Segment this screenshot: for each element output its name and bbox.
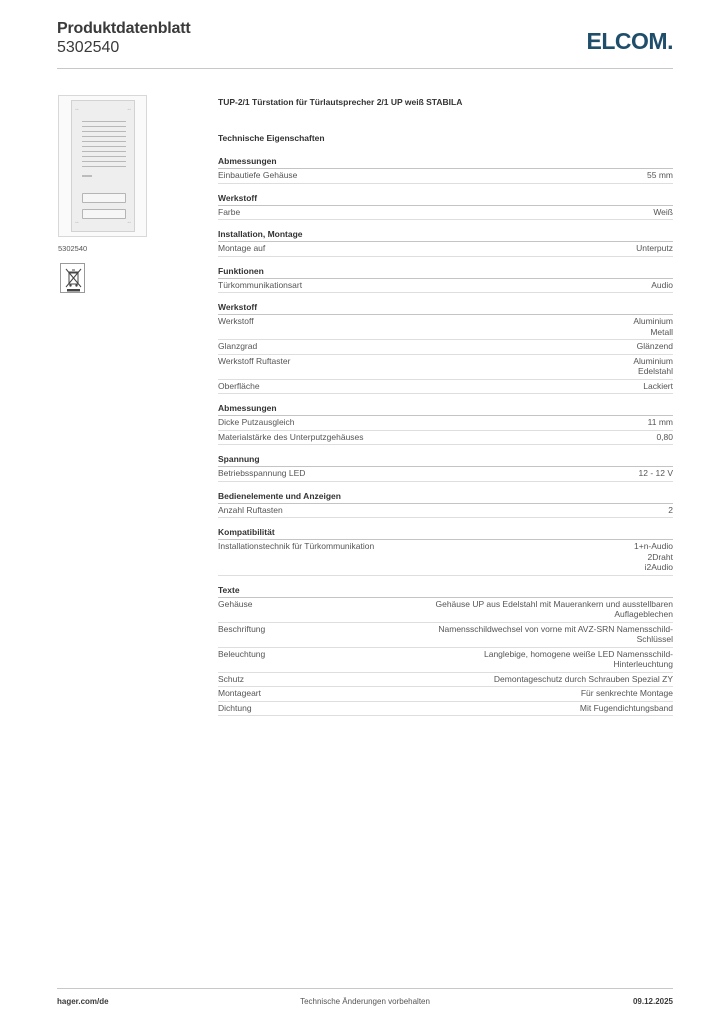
property-label: Dicke Putzausgleich: [218, 417, 295, 427]
property-value-line: Mit Fugendichtungsband: [579, 702, 673, 713]
property-value-line: Glänzend: [636, 341, 673, 351]
property-label: Anzahl Ruftasten: [218, 504, 283, 515]
property-value-line: 12 - 12 V: [638, 468, 673, 478]
property-group: [218, 302, 673, 394]
property-value-line: 1+n-Audio: [634, 541, 673, 551]
property-group: [218, 193, 673, 221]
property-value-line: Aluminium: [633, 316, 673, 326]
panel-brand-mark: [82, 175, 92, 177]
property-value-line: Unterputz: [636, 243, 673, 253]
property-value-line: Namensschildwechsel von vorne mit AVZ-SRN Namensschild-: [438, 623, 673, 634]
property-group: [218, 266, 673, 294]
property-label: Glanzgrad: [218, 341, 258, 351]
property-row: [218, 206, 673, 221]
property-row: [218, 380, 673, 395]
property-value: [656, 432, 673, 443]
speaker-grille-line: [82, 126, 126, 127]
property-group: [218, 454, 673, 482]
property-row: [218, 279, 673, 294]
property-row: [218, 467, 673, 482]
property-label: Installationstechnik für Türkommunikation: [218, 541, 375, 551]
property-row: [218, 623, 673, 648]
property-row: [218, 242, 673, 257]
speaker-grille-line: [82, 151, 126, 152]
speaker-grille-line: [82, 156, 126, 157]
crossed-out-bin-icon: [60, 263, 85, 293]
property-value: [438, 624, 673, 645]
property-value-line: Audio: [651, 279, 673, 290]
property-value-line: Edelstahl: [638, 366, 673, 376]
property-label: Beschriftung: [218, 623, 266, 634]
speaker-grille-line: [82, 146, 126, 147]
property-label: Schutz: [218, 673, 244, 684]
property-value: [633, 356, 673, 377]
group-title: Texte: [218, 585, 673, 598]
group-title: Abmessungen: [218, 156, 673, 169]
screw-icon: ◦◦: [127, 220, 131, 226]
property-row: [218, 355, 673, 380]
property-label: Oberfläche: [218, 380, 260, 391]
screw-icon: ◦◦: [75, 220, 79, 226]
screw-icon: ◦◦: [127, 107, 131, 113]
property-value: [494, 674, 673, 685]
property-row: [218, 431, 673, 446]
property-value-line: Demontageschutz durch Schrauben Spezial ZY: [493, 673, 673, 684]
property-value-line: Auflageblechen: [614, 609, 673, 619]
speaker-grille-line: [82, 166, 126, 167]
footer-website: hager.com/de: [57, 997, 109, 1006]
group-title: Abmessungen: [218, 403, 673, 416]
call-button-icon: [82, 209, 126, 219]
property-value-line: i2Audio: [644, 562, 673, 572]
property-group: [218, 156, 673, 184]
property-value-line: Aluminium: [633, 355, 673, 366]
property-value-line: Metall: [650, 326, 673, 337]
property-value: [634, 541, 673, 573]
speaker-grille-line: [82, 131, 126, 132]
property-value-line: 11 mm: [647, 417, 673, 427]
property-row: [218, 504, 673, 519]
product-image: [58, 95, 147, 237]
speaker-grille-line: [82, 136, 126, 137]
brand-logo: ELCOM.: [586, 28, 673, 54]
property-value-line: Weiß: [653, 206, 673, 217]
property-label: Montageart: [218, 688, 261, 698]
property-value: [633, 316, 673, 337]
property-value-line: Hinterleuchtung: [613, 659, 673, 669]
group-title: Funktionen: [218, 266, 673, 279]
property-group: [218, 403, 673, 445]
property-row: [218, 673, 673, 688]
property-value-line: 0,80: [656, 431, 673, 442]
footer-divider: [57, 988, 673, 989]
property-row: [218, 416, 673, 431]
property-row: [218, 702, 673, 717]
property-label: Beleuchtung: [218, 648, 266, 659]
group-title: Bedienelemente und Anzeigen: [218, 491, 673, 504]
property-value-line: Langlebige, homogene weiße LED Namensschild-: [484, 648, 673, 659]
property-row: [218, 648, 673, 673]
page-header: [57, 20, 673, 70]
property-label: Werkstoff Ruftaster: [218, 355, 291, 366]
speaker-grille-line: [82, 161, 126, 162]
property-value: [651, 280, 673, 291]
property-value-line: 2Draht: [647, 551, 673, 562]
property-row: [218, 687, 673, 702]
property-value: [648, 417, 673, 428]
article-number: 5302540: [57, 39, 120, 56]
property-row: [218, 315, 673, 340]
property-label: Dichtung: [218, 702, 252, 713]
property-label: Einbautiefe Gehäuse: [218, 170, 298, 180]
property-value: [647, 170, 673, 181]
property-value: [637, 341, 673, 352]
group-title: Installation, Montage: [218, 229, 673, 242]
property-value: [484, 649, 673, 670]
property-value: [580, 703, 673, 714]
product-title: TUP-2/1 Türstation für Türlautsprecher 2/1 UP weiß STABILA: [218, 97, 463, 107]
group-title: Kompatibilität: [218, 527, 673, 540]
property-label: Montage auf: [218, 243, 266, 253]
door-station-panel: [71, 100, 135, 232]
property-label: Farbe: [218, 206, 241, 217]
document-title: Produktdatenblatt: [57, 20, 191, 37]
property-group: [218, 229, 673, 257]
property-row: [218, 169, 673, 184]
property-value-line: 2: [668, 504, 673, 515]
group-title: Werkstoff: [218, 302, 673, 315]
property-label: Betriebsspannung LED: [218, 468, 306, 478]
property-value-line: 55 mm: [647, 170, 673, 180]
property-groups: [218, 156, 673, 716]
property-row: [218, 598, 673, 623]
group-title: Werkstoff: [218, 193, 673, 206]
property-label: Materialstärke des Unterputzgehäuses: [218, 431, 364, 442]
property-group: [218, 585, 673, 717]
property-value-line: Gehäuse UP aus Edelstahl mit Mauerankern und ausstellbaren: [435, 598, 673, 609]
section-label: Technische Eigenschaften: [218, 133, 325, 143]
property-value: [643, 381, 673, 392]
property-value-line: Für senkrechte Montage: [580, 688, 673, 698]
footer-date: 09.12.2025: [632, 997, 673, 1006]
property-value-line: Schlüssel: [636, 634, 673, 644]
footer-disclaimer: Technische Änderungen vorbehalten: [300, 997, 430, 1006]
property-group: [218, 491, 673, 519]
screw-icon: ◦◦: [75, 107, 79, 113]
property-label: Türkommunikationsart: [218, 279, 303, 290]
property-value: [639, 468, 674, 479]
property-group: [218, 527, 673, 576]
property-value: [435, 599, 673, 620]
property-value: [668, 505, 673, 516]
header-divider: [57, 68, 673, 69]
image-caption: 5302540: [58, 244, 88, 253]
property-value: [636, 243, 673, 254]
call-button-icon: [82, 193, 126, 203]
property-value: [581, 688, 673, 699]
property-row: [218, 540, 673, 576]
property-label: Gehäuse: [218, 598, 253, 609]
speaker-grille-line: [82, 121, 126, 122]
property-row: [218, 340, 673, 355]
speaker-grille-line: [82, 141, 126, 142]
property-value: [653, 207, 673, 218]
group-title: Spannung: [218, 454, 673, 467]
property-label: Werkstoff: [218, 316, 254, 326]
property-value-line: Lackiert: [643, 380, 673, 391]
product-content: [218, 97, 673, 725]
